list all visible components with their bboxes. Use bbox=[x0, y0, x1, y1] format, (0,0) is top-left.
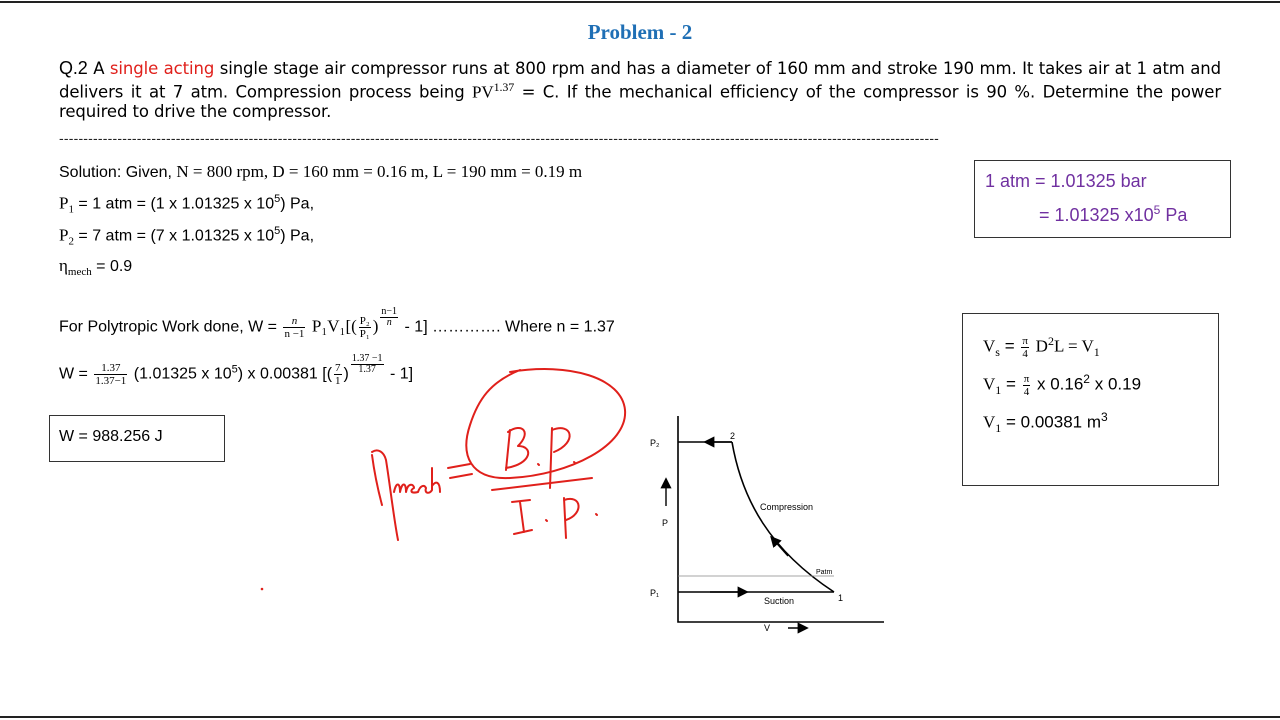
v1-sub-3: 1 bbox=[995, 421, 1002, 436]
ratio-den: P₁ bbox=[359, 328, 370, 340]
p1-text: = 1 atm = (1 x 1.01325 x 10 bbox=[78, 195, 275, 213]
p1-line bbox=[59, 193, 314, 216]
ratio-num: P₂ bbox=[359, 315, 370, 327]
pi: π bbox=[1022, 334, 1028, 347]
pv-axes bbox=[678, 416, 884, 622]
subst-mid2: ) x 0.00381 [( bbox=[237, 365, 333, 383]
pi-over-4 bbox=[1021, 335, 1029, 360]
v1-eq: = bbox=[1006, 374, 1016, 394]
given-values: N = 800 rpm, D = 160 mm = 0.16 m, L = 190 mm = 0.19 m bbox=[176, 162, 583, 181]
ink-fraction-bar bbox=[492, 478, 592, 490]
ink-eta bbox=[372, 450, 398, 540]
exp-num: n−1 bbox=[381, 306, 398, 317]
vs-sub: s bbox=[995, 345, 1000, 360]
question-text bbox=[59, 59, 1221, 121]
bottom-border bbox=[0, 716, 1280, 718]
stroke-val: x 0.19 bbox=[1094, 374, 1142, 394]
p2-exp: 5 bbox=[274, 225, 281, 237]
question-number: Q.2 bbox=[59, 58, 88, 78]
ink-p bbox=[550, 428, 570, 488]
p1-sub: 1 bbox=[68, 203, 74, 216]
d-symbol: D bbox=[1035, 336, 1048, 356]
question-body-1: single stage air compressor runs at 800 rpm and has a diameter of 160 mm and stroke 190 mm. It takes air at 1 atm and delivers it at 7 atm. Compression process being bbox=[59, 59, 1222, 102]
pv-symbol: PV bbox=[472, 82, 494, 102]
p1-exp: 5 bbox=[274, 193, 281, 205]
exp-den: n bbox=[386, 317, 392, 328]
slide-title: Problem - 2 bbox=[587, 20, 693, 44]
eta-line bbox=[59, 256, 132, 278]
given-line bbox=[59, 162, 582, 182]
d-exp: 2 bbox=[1047, 334, 1054, 348]
p2-text: = 7 atm = (7 x 1.01325 x 10 bbox=[78, 227, 275, 245]
v1-sub-2: 1 bbox=[995, 383, 1002, 398]
subst-eden: 1.37 bbox=[358, 364, 376, 375]
handwritten-efficiency-note bbox=[360, 360, 640, 550]
frac-den: n −1 bbox=[284, 328, 305, 340]
p2-tail: ) Pa, bbox=[280, 227, 315, 245]
compression-label: Compression bbox=[760, 502, 814, 512]
atm-line-1: 1 atm = 1.01325 bar bbox=[985, 171, 1147, 191]
four: 4 bbox=[1022, 347, 1028, 360]
eta-symbol: η bbox=[59, 256, 68, 275]
ink-dot-4 bbox=[596, 514, 597, 515]
atm-line-2-unit: Pa bbox=[1165, 205, 1188, 225]
p-axis-label: P bbox=[662, 518, 669, 528]
pi-over-4-b bbox=[1023, 373, 1031, 398]
n-over-n-minus-1 bbox=[283, 315, 305, 340]
subst-rnum: 7 bbox=[335, 362, 341, 374]
ink-p2 bbox=[564, 498, 579, 538]
v1-sub: 1 bbox=[1093, 345, 1100, 360]
top-border bbox=[0, 1, 1280, 3]
pv-diagram bbox=[640, 410, 890, 640]
ink-i bbox=[512, 500, 532, 534]
atm-line-2 bbox=[1039, 203, 1187, 226]
subst-ratio bbox=[334, 362, 342, 387]
volume-box bbox=[962, 313, 1219, 486]
p2-sub: 2 bbox=[68, 235, 74, 248]
v1-symbol: V bbox=[983, 374, 996, 394]
vs-symbol: V bbox=[983, 336, 996, 356]
diameter-exp: 2 bbox=[1083, 372, 1090, 386]
p2-symbol: P bbox=[59, 225, 69, 245]
volume-line-3 bbox=[983, 410, 1108, 436]
point-2-label: 2 bbox=[730, 431, 736, 441]
stray-ink-dot bbox=[258, 585, 266, 593]
given-label: Solution: Given, bbox=[59, 164, 172, 181]
diameter-val: x 0.16 bbox=[1036, 374, 1084, 394]
p1-symbol: P bbox=[59, 193, 69, 213]
subst-label: W = bbox=[59, 365, 88, 383]
vs-eq: = bbox=[1004, 336, 1015, 356]
p1-label: P₁ bbox=[650, 588, 660, 598]
volume-line-1 bbox=[983, 334, 1100, 360]
v1-unit-exp: 3 bbox=[1101, 410, 1108, 424]
ink-equals bbox=[448, 464, 472, 478]
subst-den: 1.37−1 bbox=[95, 375, 127, 387]
work-result: W = 988.256 J bbox=[59, 428, 163, 445]
ink-dot-1 bbox=[538, 464, 539, 465]
separator-line: ------------------------------------------------------------------------------------------------------------------------------------------------------------------------------------- bbox=[59, 130, 940, 146]
ink-mech bbox=[394, 468, 440, 493]
work-tail: - 1] …………. Where n = 1.37 bbox=[404, 318, 615, 336]
eta-sub: mech bbox=[67, 266, 92, 279]
work-label: For Polytropic Work done, W = bbox=[59, 318, 277, 336]
subst-exp: 5 bbox=[231, 363, 238, 376]
work-substitution-line: W = $\frac{1.37}{1.37-1}$ (1.01325 x $10^5$) x 0.00381 [( $\frac{7}{1}$ ) $\frac{1.37 -1}{1.37}$ - 1] bbox=[59, 353, 414, 387]
four-b: 4 bbox=[1023, 385, 1030, 398]
poly-exponent bbox=[380, 307, 398, 328]
atm-conversion-box bbox=[974, 160, 1231, 238]
subst-rden: 1 bbox=[335, 375, 341, 387]
question-prefix: A bbox=[93, 59, 105, 78]
pi-b: π bbox=[1023, 372, 1030, 385]
atm-line-2-value: = 1.01325 x10 bbox=[1039, 205, 1154, 225]
question-body-2: = C. If the mechanical efficiency of the compressor is 90 %. Determine the power required to drive the compressor. bbox=[59, 82, 1222, 121]
pressure-ratio bbox=[359, 315, 371, 340]
ink-circle bbox=[466, 369, 625, 478]
subst-enum: 1.37 −1 bbox=[351, 353, 383, 364]
ink-b bbox=[506, 428, 528, 470]
pv-exponent: 1.37 bbox=[493, 80, 515, 94]
p2-line bbox=[59, 225, 314, 248]
work-formula-line: For Polytropic Work done, W = $\frac{n}{n -1}$ P₁V₁[( $\frac{\text{P₂}}{\text{P₁}}$ ) $\frac{n-1}{n}$ - 1] …………. Where n = 1.37 bbox=[59, 306, 615, 340]
eta-value: = 0.9 bbox=[96, 258, 133, 275]
suction-label: Suction bbox=[764, 596, 795, 606]
volume-line-2 bbox=[983, 372, 1141, 398]
p1-tail: ) Pa, bbox=[280, 195, 315, 213]
subst-tail: - 1] bbox=[389, 365, 414, 383]
p2-label: P₂ bbox=[650, 438, 660, 448]
subst-num: 1.37 bbox=[94, 362, 127, 375]
patm-label: Patm bbox=[816, 569, 833, 576]
work-result-box bbox=[49, 415, 225, 462]
l-eq-v1: L = V bbox=[1053, 336, 1094, 356]
ink-dot-3 bbox=[546, 520, 547, 521]
v1-symbol-3: V bbox=[983, 412, 996, 432]
v1-value: = 0.00381 m bbox=[1006, 412, 1102, 432]
frac-num: n bbox=[283, 315, 305, 328]
p1v1: P₁V₁[( bbox=[311, 316, 357, 336]
atm-line-2-exp: 5 bbox=[1153, 203, 1161, 217]
v-axis-label: V bbox=[764, 623, 771, 633]
subst-coefficient bbox=[94, 362, 127, 387]
subst-mid: (1.01325 x 10 bbox=[133, 365, 232, 383]
point-1-label: 1 bbox=[838, 593, 844, 603]
highlight-single-acting: single acting bbox=[109, 59, 215, 78]
ink-dot-2 bbox=[574, 462, 575, 463]
